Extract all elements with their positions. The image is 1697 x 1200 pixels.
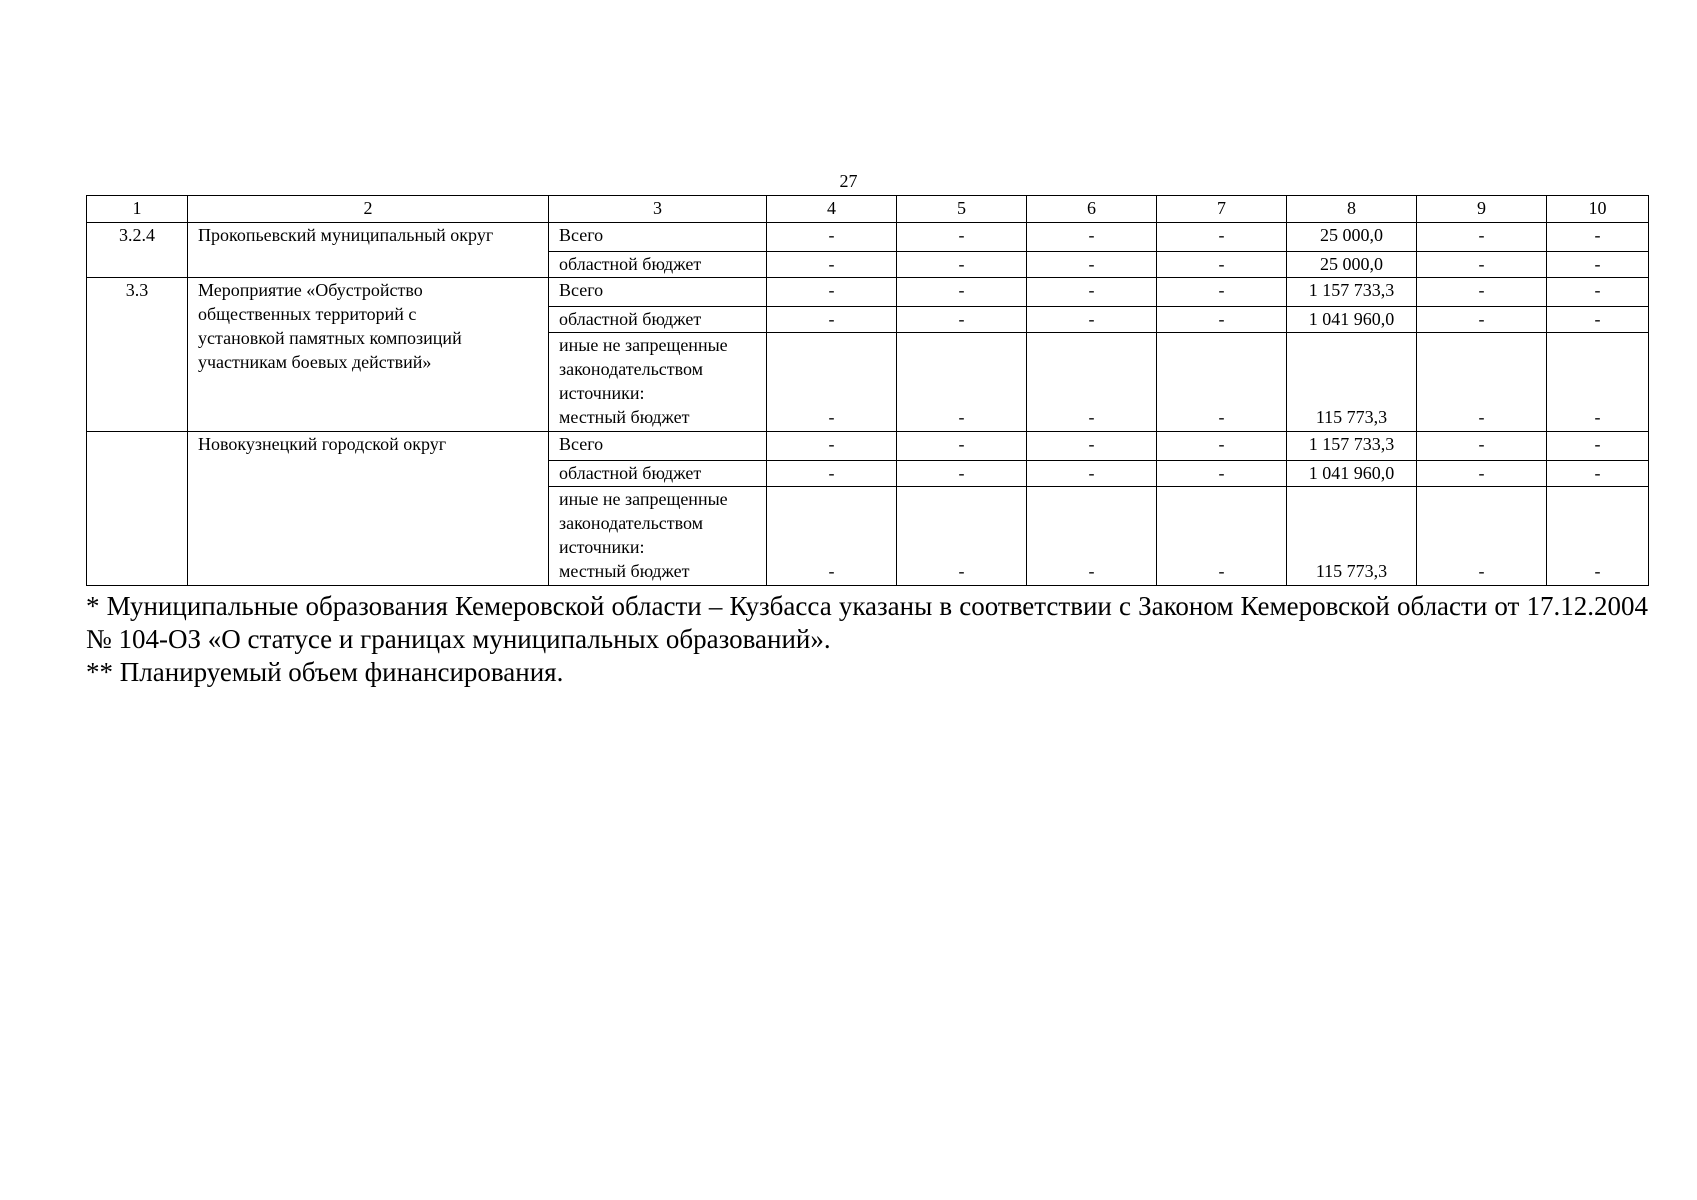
column-number: 5 [897,196,1027,223]
amount-cell: - [1417,333,1547,432]
amount-cell: - [1027,307,1157,333]
item-name-line: Мероприятие «Обустройство [198,280,423,300]
amount-cell: - [1547,333,1649,432]
funding-source-line: источники: [559,537,645,557]
amount-cell: - [767,432,897,461]
funding-source [549,487,767,586]
amount-cell: - [1547,278,1649,307]
item-name-line: общественных территорий с [198,304,417,324]
amount-cell: - [767,333,897,432]
column-number: 7 [1157,196,1287,223]
amount-cell: - [1157,333,1287,432]
funding-source-line: Всего [559,225,604,245]
amount-cell: - [1027,333,1157,432]
amount-cell: - [767,252,897,278]
column-number: 6 [1027,196,1157,223]
column-number-row [87,196,1649,223]
column-number: 8 [1287,196,1417,223]
funding-source [549,278,767,307]
amount-cell: - [1027,461,1157,487]
amount-cell: - [1157,487,1287,586]
amount-cell: - [1027,278,1157,307]
amount-cell: - [1417,461,1547,487]
footnote-municipalities: * Муниципальные образования Кемеровской области – Кузбасса указаны в соответствии с Законом Кемеровской области от 17.12.2004 № 104-ОЗ «О статусе и границах муниципальных образований». [86,591,1648,654]
amount-cell: - [1027,432,1157,461]
funding-source [549,432,767,461]
funding-source-line: областной бюджет [559,309,702,329]
column-number: 3 [549,196,767,223]
item-code: 3.3 [87,278,188,432]
amount-cell: - [897,278,1027,307]
page-number: 27 [839,171,858,191]
amount-cell: - [1157,432,1287,461]
amount-cell: 1 041 960,0 [1287,307,1417,333]
amount-cell: - [1417,278,1547,307]
amount-cell: - [1547,432,1649,461]
column-number: 4 [767,196,897,223]
item-code: 3.2.4 [87,223,188,278]
item-name-line: Новокузнецкий городской округ [198,434,447,454]
funding-source [549,461,767,487]
amount-cell: - [1417,223,1547,252]
amount-cell: 1 157 733,3 [1287,432,1417,461]
item-name-line: участникам боевых действий» [198,352,432,372]
amount-cell: - [767,278,897,307]
amount-cell: - [1027,223,1157,252]
amount-cell: - [1027,252,1157,278]
amount-cell: - [1417,432,1547,461]
amount-cell: - [767,461,897,487]
table-row [87,223,1649,252]
financing-table [86,195,1649,586]
funding-source [549,252,767,278]
column-number: 9 [1417,196,1547,223]
item-code [87,432,188,586]
amount-cell: - [1157,278,1287,307]
amount-cell: - [897,487,1027,586]
funding-source-line: областной бюджет [559,463,702,483]
funding-source [549,333,767,432]
amount-cell: - [767,223,897,252]
amount-cell: - [1547,252,1649,278]
amount-cell: - [1547,487,1649,586]
funding-source-line: иные не запрещенные [559,489,728,509]
funding-source-line: источники: [559,383,645,403]
item-name-line: Прокопьевский муниципальный округ [198,225,494,245]
amount-cell: - [897,223,1027,252]
funding-source [549,307,767,333]
amount-cell: 1 041 960,0 [1287,461,1417,487]
amount-cell: - [1547,223,1649,252]
amount-cell: 115 773,3 [1287,487,1417,586]
table-row [87,432,1649,461]
amount-cell: - [1547,307,1649,333]
column-number: 10 [1547,196,1649,223]
column-number: 2 [188,196,549,223]
column-number: 1 [87,196,188,223]
amount-cell: - [897,252,1027,278]
funding-source-line: законодательством [559,359,704,379]
funding-source [549,223,767,252]
amount-cell: - [1417,487,1547,586]
item-name-line: установкой памятных композиций [198,328,462,348]
item-name [188,223,549,278]
amount-cell: - [1417,252,1547,278]
footnotes [86,590,1648,689]
amount-cell: - [1157,223,1287,252]
amount-cell: 1 157 733,3 [1287,278,1417,307]
amount-cell: - [1157,461,1287,487]
item-name [188,278,549,432]
funding-source-line: Всего [559,434,604,454]
amount-cell: - [767,487,897,586]
funding-source-line: местный бюджет [559,407,690,427]
item-name [188,432,549,586]
funding-source-line: иные не запрещенные [559,335,728,355]
amount-cell: - [767,307,897,333]
funding-source-line: местный бюджет [559,561,690,581]
amount-cell: 115 773,3 [1287,333,1417,432]
funding-source-line: областной бюджет [559,254,702,274]
amount-cell: - [897,461,1027,487]
footnote-planned-financing: ** Планируемый объем финансирования. [86,657,564,687]
amount-cell: - [1027,487,1157,586]
amount-cell: - [897,333,1027,432]
amount-cell: - [1157,252,1287,278]
amount-cell: - [1157,307,1287,333]
amount-cell: - [1547,461,1649,487]
amount-cell: - [897,307,1027,333]
amount-cell: - [897,432,1027,461]
amount-cell: - [1417,307,1547,333]
funding-source-line: Всего [559,280,604,300]
table-row [87,278,1649,307]
amount-cell: 25 000,0 [1287,223,1417,252]
funding-source-line: законодательством [559,513,704,533]
amount-cell: 25 000,0 [1287,252,1417,278]
